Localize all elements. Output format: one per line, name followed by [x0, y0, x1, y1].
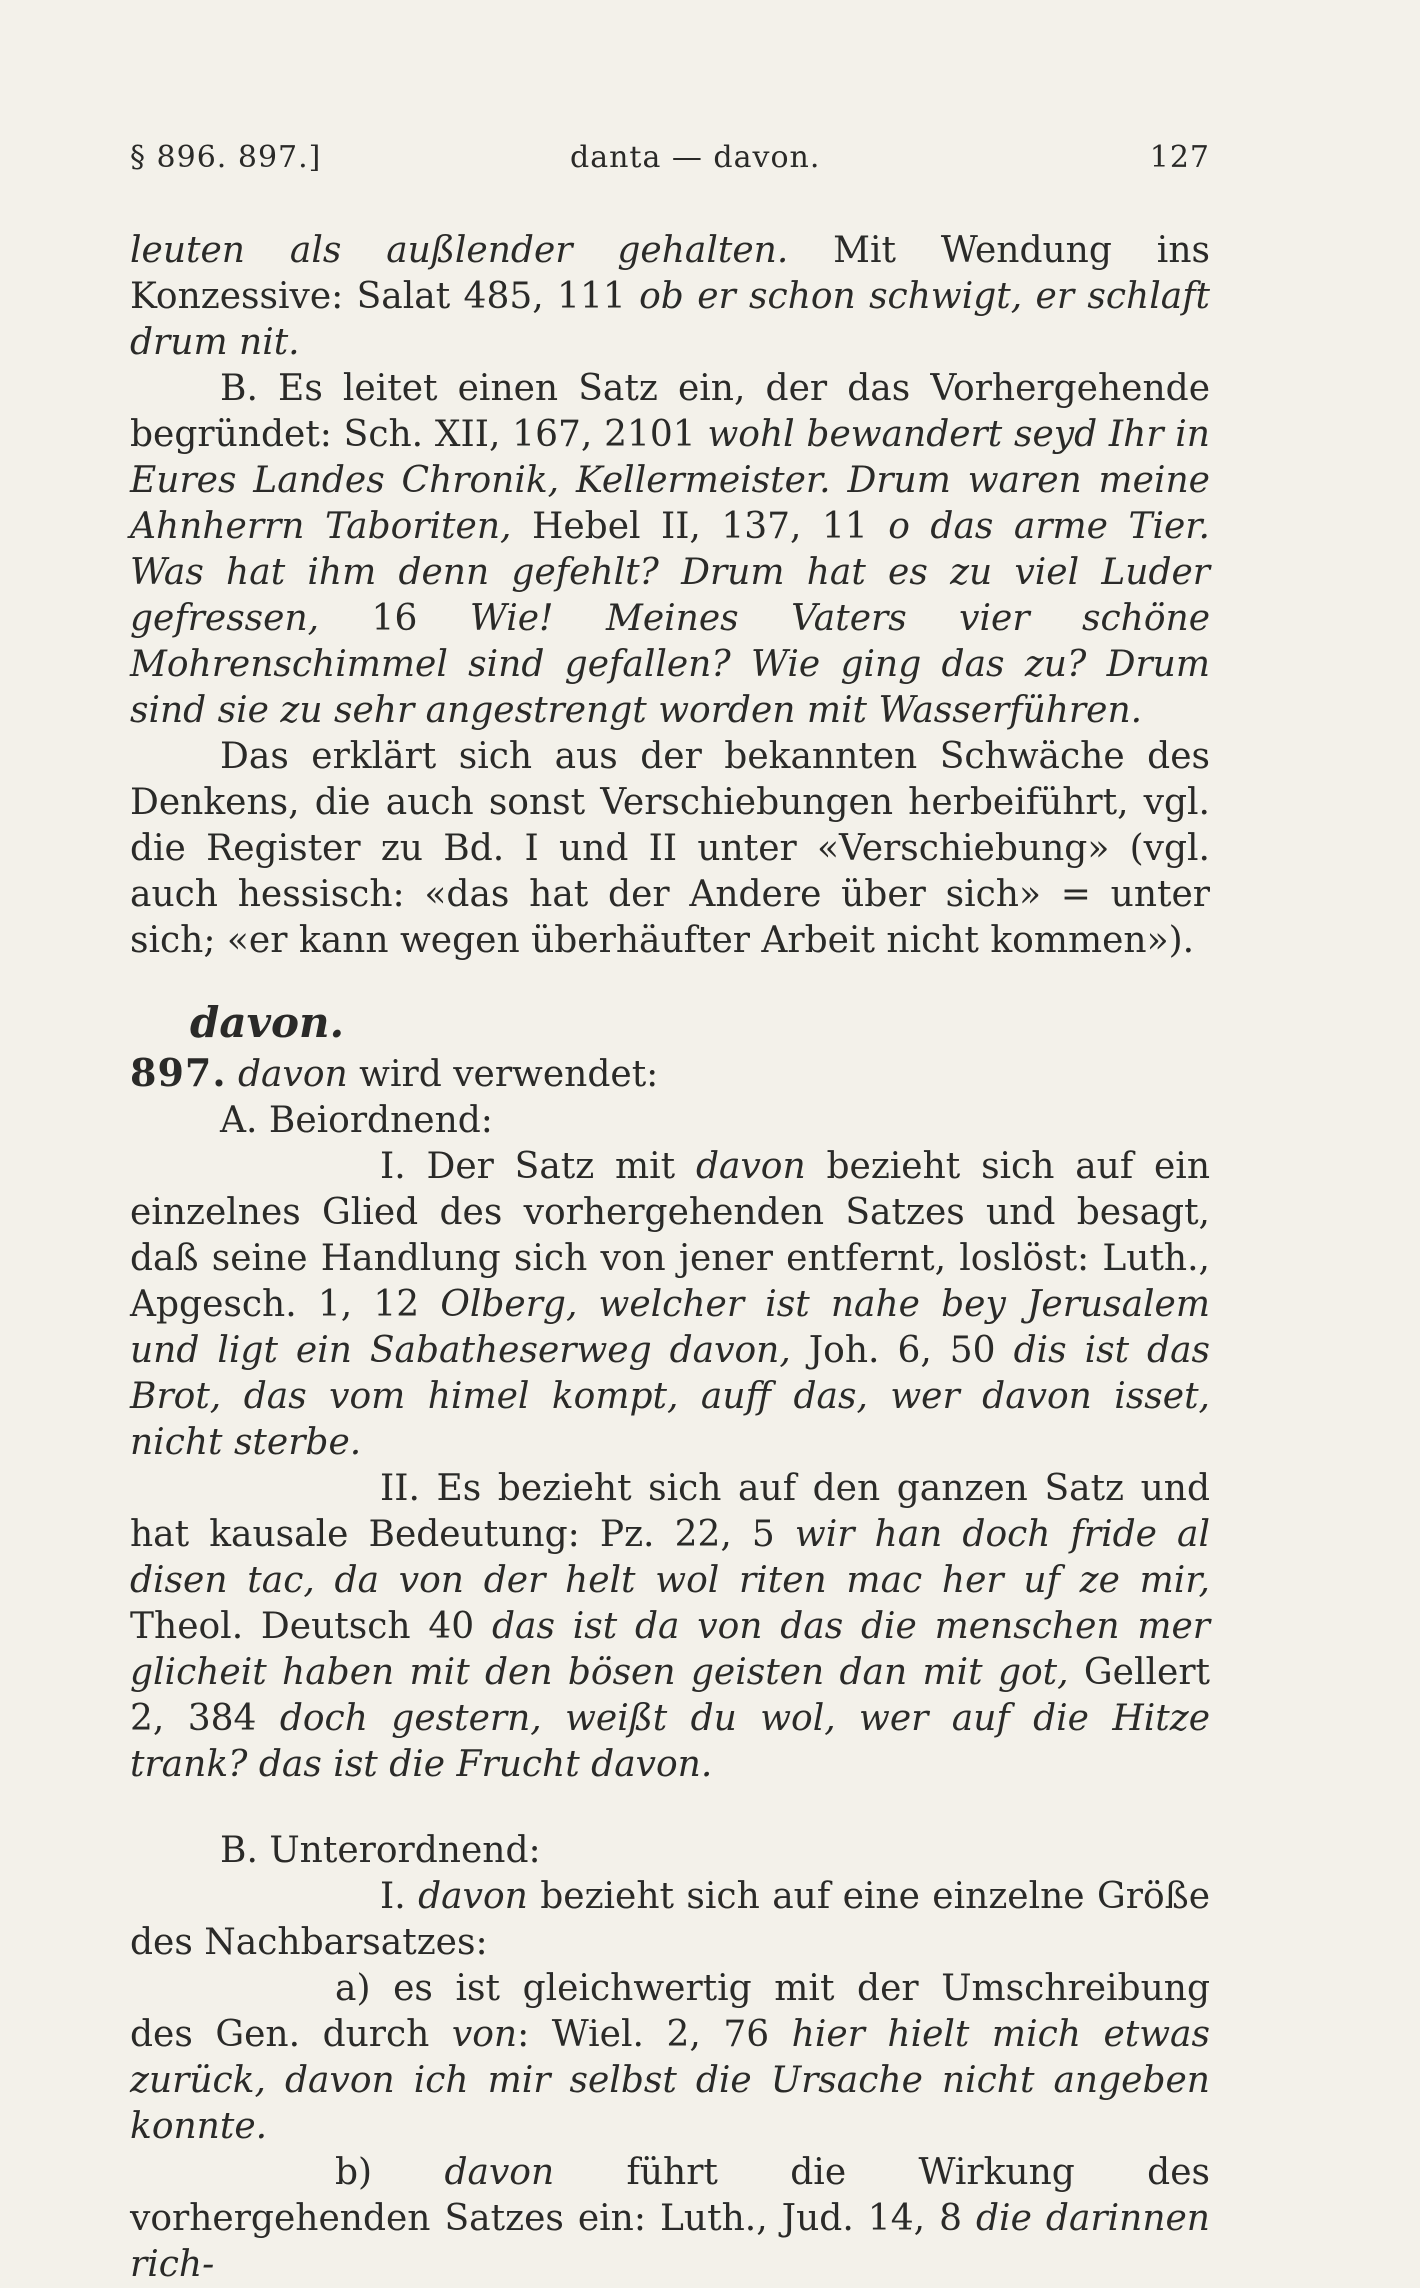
page-body	[130, 228, 1210, 2288]
quote: dis ist das Brot, das vom himel kompt, auff das, wer davon isset, nicht sterbe.	[130, 1330, 1211, 1463]
text: führt die Wirkung des vorhergehenden Satzes ein: Luth., Jud. 14, 8	[130, 2152, 1210, 2239]
paragraph-b-i	[130, 1874, 1210, 1966]
paragraph-3	[130, 734, 1210, 964]
text: 16	[319, 598, 470, 639]
text: bezieht sich auf eine einzelne Größe des Nachbarsatzes:	[130, 1876, 1211, 1963]
text: Gellert 2, 384	[130, 1652, 1210, 1739]
paragraph-2	[130, 366, 1210, 734]
quote: hier hielt mich etwas zurück, davon ich mir selbst die Ursache nicht angeben konnte.	[130, 2014, 1210, 2147]
keyword: davon	[444, 2152, 555, 2193]
text: II. Es bezieht sich auf den ganzen Satz und hat kausale Bedeutung: Pz. 22, 5	[130, 1468, 1210, 1555]
text: Theol. Deutsch 40	[130, 1606, 492, 1647]
quote: Olberg, welcher ist nahe bey Jerusalem und ligt ein Sabatheserweg davon,	[130, 1284, 1210, 1371]
keyword: von	[451, 2014, 518, 2055]
paragraph-b-i-b	[130, 2150, 1210, 2288]
paragraph-a-i	[130, 1144, 1210, 1466]
paragraph-b-i-a	[130, 1966, 1210, 2150]
keyword: davon	[418, 1876, 528, 1917]
quote: Wie! Meines Vaters vier schöne Mohrenschimmel sind gefallen? Wie ging das zu? Drum sind sie zu sehr angestrengt worden mit Wasserführen.	[130, 598, 1210, 731]
subsection-b	[130, 1828, 1210, 1874]
section-number: 897.	[130, 1050, 227, 1095]
text: Joh. 6, 50	[790, 1330, 1014, 1371]
text: a) es ist gleichwertig mit der Umschreibung des Gen. durch	[130, 1968, 1210, 2055]
keyword: davon	[226, 1054, 348, 1095]
text: : Wiel. 2, 76	[517, 2014, 792, 2055]
text: Hebel II, 137, 11	[511, 506, 889, 547]
text: B. Unterordnend:	[220, 1830, 541, 1871]
quote: leuten als außlender gehalten.	[130, 230, 789, 271]
quote: ob er schon schwigt, er schlaft drum nit.	[130, 276, 1210, 363]
quote: die darinnen rich-	[130, 2198, 1210, 2285]
header-title: danta — davon.	[570, 140, 821, 175]
text: Das erklärt sich aus der bekannten Schwäche des Denkens, die auch sonst Verschiebungen herbeiführt, vgl. die Register zu Bd. I und II unter «Verschiebung» (vgl. auch hessisch: «das hat der Andere über sich» = unter sich; «er kann wegen überhäufter Arbeit nicht kommen»).	[130, 736, 1210, 961]
text: wird verwendet:	[347, 1054, 659, 1095]
text: Mit Wendung ins Konzessive: Salat 485, 111	[130, 230, 1210, 317]
quote: das ist da von das die menschen mer glicheit haben mit den bösen geisten dan mit got,	[130, 1606, 1210, 1693]
quote: wohl bewandert seyd Ihr in Eures Landes Chronik, Kellermeister. Drum waren meine Ahnherrn Taboriten,	[130, 414, 1210, 547]
quote: wir han doch fride al disen tac, da von der helt wol riten mac her uf ze mir,	[130, 1514, 1210, 1601]
quote: doch gestern, weißt du wol, wer auf die Hitze trank? das ist die Frucht davon.	[130, 1698, 1210, 1785]
text: A. Beiordnend:	[220, 1100, 493, 1141]
text: I. Der Satz mit	[380, 1146, 696, 1187]
keyword: davon	[695, 1146, 806, 1187]
subsection-a	[130, 1098, 1210, 1144]
section-heading: davon.	[190, 998, 345, 1047]
quote: o das arme Tier. Was hat ihm denn gefehlt? Drum hat es zu viel Luder gefressen,	[130, 506, 1210, 639]
header-section-ref: § 896. 897.]	[130, 140, 322, 175]
section-897-intro	[130, 1050, 1210, 1098]
paragraph-1	[130, 228, 1210, 366]
text: B. Es leitet einen Satz ein, der das Vorhergehende begründet: Sch. XII, 167, 2101	[130, 368, 1210, 455]
text: b)	[335, 2152, 445, 2193]
text: I.	[380, 1876, 419, 1917]
page-number: 127	[1149, 140, 1210, 175]
paragraph-a-ii	[130, 1466, 1210, 1788]
running-header	[130, 140, 1210, 190]
text: bezieht sich auf ein einzelnes Glied des vorhergehenden Satzes und besagt, daß seine Handlung sich von jener entfernt, loslöst: Luth., Apgesch. 1, 12	[130, 1146, 1210, 1325]
